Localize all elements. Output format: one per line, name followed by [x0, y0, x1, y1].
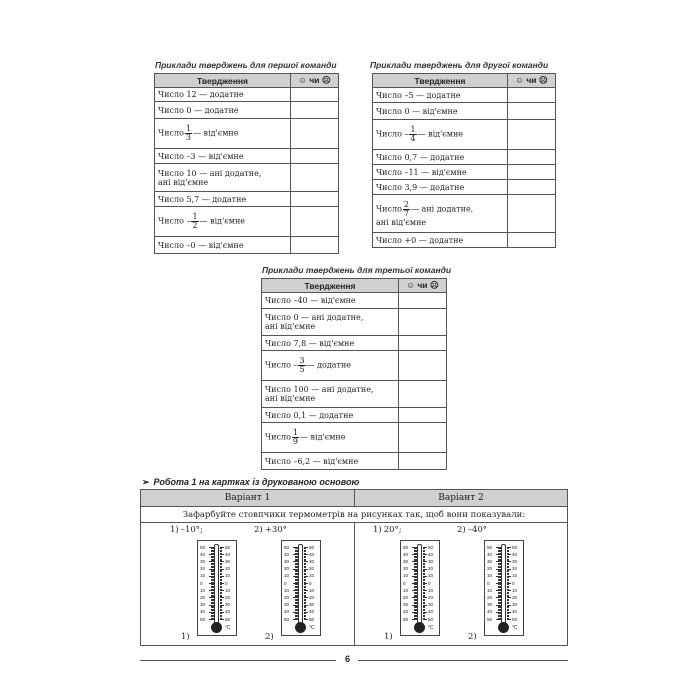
statement-text: Число 3,9 — додатне — [376, 182, 465, 192]
statement-cell — [155, 192, 291, 207]
scale-label-right: 40 — [309, 609, 315, 615]
table-row — [155, 119, 339, 149]
statements-table — [154, 73, 339, 254]
scale-label-right: 50 — [512, 544, 518, 550]
scale-label-left: 40 — [403, 609, 409, 615]
fraction-numerator: 1 — [292, 428, 298, 437]
mark-cell — [508, 180, 556, 195]
thermometer-bulb — [295, 622, 306, 633]
statement-cell — [262, 309, 399, 336]
table-row — [373, 150, 556, 165]
scale-label-left: 10 — [403, 573, 409, 579]
statement-cell — [373, 195, 508, 233]
scale-label-left: 10 — [487, 573, 493, 579]
scale-label-left: 40 — [284, 551, 290, 557]
mark-cell — [508, 103, 556, 120]
table-row — [155, 207, 339, 237]
table-row — [373, 180, 556, 195]
scale-label-left: 20 — [284, 566, 290, 572]
mark-cell — [399, 381, 447, 408]
scale-label-right: 50 — [225, 616, 231, 622]
table-row — [262, 423, 447, 453]
scale-label-right: 40 — [428, 551, 434, 557]
scale-label-left: 20 — [403, 566, 409, 572]
statement-cell — [262, 453, 399, 470]
header-statement: Твердження — [155, 74, 291, 88]
scale-label-right: 40 — [512, 551, 518, 557]
mark-cell — [508, 120, 556, 150]
scale-label-right: 20 — [225, 566, 231, 572]
scale-label-left: 40 — [284, 609, 290, 615]
scale-label-right: 50 — [428, 616, 434, 622]
target-temperature: –10°; — [180, 525, 203, 535]
statement-text: Число –5 — додатне — [376, 90, 461, 100]
scale-label-right: 50 — [428, 544, 434, 550]
scale-label-left: 30 — [200, 558, 206, 564]
scale-label-right: 30 — [309, 558, 315, 564]
table-header-row — [155, 74, 339, 88]
scale-label-left: 40 — [487, 609, 493, 615]
scale-label-right: 30 — [428, 602, 434, 608]
scale-label-right: 40 — [225, 551, 231, 557]
scale-label-right: 20 — [309, 594, 315, 600]
target-temperature: 20°; — [383, 525, 402, 535]
thermometer-answer-label: 2) — [468, 632, 477, 642]
mark-cell — [508, 233, 556, 248]
scale-label-right: 50 — [309, 616, 315, 622]
statement-text: Число — [158, 128, 184, 138]
thermometer — [400, 540, 440, 636]
scale-label-left: 40 — [487, 551, 493, 557]
mark-cell — [399, 453, 447, 470]
table-header-row — [262, 279, 447, 293]
header-statement: Твердження — [262, 279, 399, 293]
statement-text: Число –11 — від'ємне — [376, 167, 467, 177]
table-row — [262, 336, 447, 351]
statement-text-end: — додатне — [306, 360, 352, 370]
target-temperature: +30° — [264, 525, 287, 535]
scale-label-right: 50 — [309, 544, 315, 550]
scale-label-right: 30 — [225, 558, 231, 564]
statement-text: Число – — [265, 360, 298, 370]
scale-label-left: 30 — [403, 558, 409, 564]
mark-cell — [291, 207, 339, 237]
table-row — [373, 120, 556, 150]
mark-cell — [508, 195, 556, 233]
scale-label-right: 0 — [512, 580, 515, 586]
mark-cell — [291, 88, 339, 102]
scale-label-right: 40 — [225, 609, 231, 615]
scale-label-right: 10 — [309, 587, 315, 593]
fraction-denominator: 9 — [292, 437, 298, 446]
thermometer-answer-label: 1) — [384, 632, 393, 642]
scale-label-right: 50 — [512, 616, 518, 622]
unit-label: °C — [309, 625, 315, 631]
scale-tick — [507, 619, 511, 620]
target-temperature: –40° — [467, 525, 488, 535]
scale-tick — [220, 619, 224, 620]
scale-label-right: 30 — [428, 558, 434, 564]
scale-tick — [304, 619, 308, 620]
table-row — [373, 103, 556, 120]
variant-1-header: Варіант 1 — [141, 490, 355, 507]
scale-tick — [209, 619, 214, 620]
statement-text-line2: ані від'ємне — [265, 394, 316, 403]
header-mark: ☺ чи ☹ — [399, 279, 447, 293]
statement-cell — [373, 120, 508, 150]
statement-text: Число 0 — додатне — [158, 105, 239, 115]
scale-label-right: 40 — [428, 609, 434, 615]
statements-table — [261, 278, 447, 470]
task-number: 2) — [457, 525, 466, 535]
scale-label-right: 20 — [225, 594, 231, 600]
mark-cell — [399, 293, 447, 309]
scale-label-right: 20 — [512, 594, 518, 600]
table-row — [155, 149, 339, 164]
mark-cell — [399, 351, 447, 381]
statement-cell — [373, 103, 508, 120]
table-row — [262, 453, 447, 470]
table-row — [262, 293, 447, 309]
statement-cell — [155, 119, 291, 149]
mark-cell — [508, 150, 556, 165]
thermometer — [484, 540, 524, 636]
fraction — [409, 126, 416, 143]
thermometer-task-label — [254, 525, 287, 535]
statement-cell — [373, 88, 508, 103]
scale-label-left: 10 — [200, 587, 206, 593]
fraction-numerator: 2 — [403, 199, 409, 209]
statement-cell — [155, 237, 291, 254]
page-number: 6 — [345, 654, 351, 664]
table-row — [262, 351, 447, 381]
statement-text: Число – — [158, 216, 191, 226]
mark-cell — [291, 164, 339, 192]
mark-cell — [291, 149, 339, 164]
fraction-denominator: 5 — [299, 365, 305, 374]
scale-label-right: 40 — [512, 609, 518, 615]
statement-cell — [373, 180, 508, 195]
header-mark: ☺ чи ☹ — [508, 74, 556, 88]
task-title: Робота 1 на картках із друкованою основою — [153, 477, 360, 487]
scale-label-left: 0 — [200, 580, 203, 586]
scale-label-left: 30 — [403, 602, 409, 608]
scale-label-left: 30 — [284, 558, 290, 564]
statement-text: Число –0 — від'ємне — [158, 240, 244, 250]
scale-label-right: 30 — [512, 602, 518, 608]
statement-cell — [262, 423, 399, 453]
statement-text: Число 0,7 — додатне — [376, 152, 465, 162]
scale-label-right: 40 — [309, 551, 315, 557]
statement-text: Число –40 — від'ємне — [265, 296, 356, 305]
statement-cell — [262, 351, 399, 381]
thermometer-tube — [417, 544, 422, 624]
scale-tick — [412, 619, 417, 620]
fraction-denominator: 7 — [403, 208, 409, 218]
scale-label-left: 40 — [200, 609, 206, 615]
scale-tick — [423, 619, 427, 620]
statement-text: Число 12 — додатне — [158, 90, 244, 99]
scale-label-right: 20 — [428, 566, 434, 572]
scale-tick — [496, 619, 501, 620]
thermometer-task-label — [373, 525, 402, 535]
mark-cell — [508, 165, 556, 180]
thermometer-tube — [298, 544, 303, 624]
table-caption: Приклади тверджень для третьої команди — [262, 265, 452, 275]
statement-text: Число +0 — додатне — [376, 235, 464, 245]
statement-text-end: — від'ємне — [300, 432, 346, 442]
mark-cell — [291, 192, 339, 207]
statement-cell — [155, 88, 291, 102]
fraction-denominator: 3 — [185, 133, 191, 142]
statement-cell — [373, 150, 508, 165]
fraction-numerator: 1 — [410, 125, 416, 134]
fraction-numerator: 1 — [192, 212, 198, 221]
scale-label-right: 20 — [428, 594, 434, 600]
instruction-text: Зафарбуйте стовпчики термометрів на рисунках так, щоб вони показували: — [141, 507, 567, 523]
table-caption: Приклади тверджень для другої команди — [370, 60, 549, 70]
scale-label-left: 30 — [487, 558, 493, 564]
mark-cell — [399, 336, 447, 351]
scale-label-left: 30 — [487, 602, 493, 608]
table-header-row — [373, 74, 556, 88]
scale-label-right: 10 — [225, 573, 231, 579]
statement-text-line2: ані від'ємне — [158, 177, 209, 187]
statement-text: Число — [376, 204, 402, 213]
table-row — [155, 88, 339, 102]
task-number: 2) — [254, 525, 263, 535]
scale-label-left: 20 — [487, 594, 493, 600]
statement-text-end: — від'ємне — [199, 216, 246, 226]
scale-label-right: 30 — [309, 602, 315, 608]
scale-label-left: 50 — [487, 544, 493, 550]
thermometer-bulb — [498, 622, 509, 633]
thermometer — [281, 540, 321, 636]
scale-label-right: 0 — [309, 580, 312, 586]
task-number: 1) — [170, 525, 179, 535]
statement-cell — [155, 164, 291, 192]
scale-label-right: 10 — [428, 573, 434, 579]
statement-text: Число — [265, 432, 291, 442]
arrow-icon: ➢ — [142, 477, 150, 487]
statement-text: Число 10 — ані додатне, — [158, 168, 262, 178]
footer-rule-right — [358, 660, 568, 661]
scale-label-left: 0 — [284, 580, 287, 586]
scale-label-left: 40 — [403, 551, 409, 557]
statement-text: Число 0 — від'ємне — [376, 106, 458, 116]
statement-cell — [262, 336, 399, 351]
thermometer-bulb — [414, 622, 425, 633]
statement-text-end: — ані додатне, — [411, 204, 474, 213]
scale-label-right: 30 — [512, 558, 518, 564]
fraction — [298, 357, 305, 374]
scale-label-right: 10 — [225, 587, 231, 593]
fraction-numerator: 3 — [299, 356, 305, 365]
statement-text-end: — від'ємне — [193, 128, 239, 138]
statement-cell — [373, 165, 508, 180]
mark-cell — [508, 88, 556, 103]
scale-label-left: 50 — [403, 544, 409, 550]
footer-rule-left — [140, 660, 336, 661]
scale-label-left: 50 — [200, 544, 206, 550]
scale-label-left: 10 — [284, 573, 290, 579]
unit-label: °C — [428, 625, 434, 631]
statement-text: Число –3 — від'ємне — [158, 151, 244, 161]
scale-label-left: 10 — [284, 587, 290, 593]
thermometer-tube — [501, 544, 506, 624]
statement-cell — [373, 233, 508, 248]
statements-table — [372, 73, 556, 248]
mark-cell — [291, 237, 339, 254]
task-heading — [142, 477, 359, 488]
thermometer-task-label — [457, 525, 487, 535]
header-mark: ☺ чи ☹ — [291, 74, 339, 88]
scale-label-left: 20 — [284, 594, 290, 600]
statement-text-line2: ані від'ємне — [376, 217, 427, 227]
scale-label-right: 0 — [225, 580, 228, 586]
fraction — [403, 201, 410, 218]
statement-text: Число –6,2 — від'ємне — [265, 456, 359, 466]
fraction-denominator: 2 — [192, 221, 198, 230]
scale-label-left: 50 — [200, 616, 206, 622]
scale-label-left: 20 — [403, 594, 409, 600]
scale-label-left: 50 — [284, 616, 290, 622]
fraction-denominator: 4 — [410, 134, 416, 143]
scale-label-left: 50 — [403, 616, 409, 622]
scale-label-left: 20 — [200, 566, 206, 572]
scale-label-left: 10 — [487, 587, 493, 593]
statement-text: Число – — [376, 129, 409, 139]
scale-label-right: 10 — [512, 587, 518, 593]
statement-text: Число 100 — ані додатне, — [265, 385, 374, 394]
thermometer-tube — [214, 544, 219, 624]
scale-label-left: 0 — [487, 580, 490, 586]
scale-label-right: 20 — [512, 566, 518, 572]
scale-label-right: 20 — [309, 566, 315, 572]
fraction — [191, 213, 198, 230]
variant-2-header: Варіант 2 — [355, 490, 567, 507]
table-row — [373, 195, 556, 233]
mark-cell — [399, 408, 447, 423]
scale-label-left: 30 — [200, 602, 206, 608]
thermometer-task-label — [170, 525, 203, 535]
table-row — [155, 192, 339, 207]
scale-label-left: 10 — [200, 573, 206, 579]
fraction-numerator: 1 — [185, 124, 191, 133]
table-row — [155, 102, 339, 119]
fraction — [292, 429, 299, 446]
statement-text-end: — від'ємне — [417, 129, 464, 139]
scale-label-left: 50 — [284, 544, 290, 550]
unit-label: °C — [225, 625, 231, 631]
mark-cell — [291, 119, 339, 149]
statement-text: Число 5,7 — додатне — [158, 194, 247, 204]
scale-label-left: 0 — [403, 580, 406, 586]
scale-label-left: 10 — [403, 587, 409, 593]
table-row — [155, 164, 339, 192]
mark-cell — [399, 423, 447, 453]
unit-label: °C — [512, 625, 518, 631]
scale-label-right: 0 — [428, 580, 431, 586]
statement-text: Число 0,1 — додатне — [265, 410, 354, 420]
mark-cell — [291, 102, 339, 119]
scale-label-left: 50 — [487, 616, 493, 622]
scale-label-left: 20 — [200, 594, 206, 600]
fraction — [185, 125, 192, 142]
table-row — [373, 165, 556, 180]
statement-cell — [155, 149, 291, 164]
thermometer-bulb — [211, 622, 222, 633]
table-row — [155, 237, 339, 254]
scale-label-left: 40 — [200, 551, 206, 557]
statement-text: Число 0 — ані додатне, — [265, 313, 364, 322]
statement-cell — [155, 207, 291, 237]
header-statement: Твердження — [373, 74, 508, 88]
statement-cell — [262, 408, 399, 423]
scale-label-right: 50 — [225, 544, 231, 550]
statement-cell — [155, 102, 291, 119]
thermometer-answer-label: 1) — [181, 632, 190, 642]
scale-label-left: 30 — [284, 602, 290, 608]
scale-label-right: 10 — [512, 573, 518, 579]
statement-text-line2: ані від'ємне — [265, 322, 316, 331]
scale-label-right: 30 — [225, 602, 231, 608]
scale-label-right: 10 — [428, 587, 434, 593]
scale-label-left: 20 — [487, 566, 493, 572]
table-row — [373, 233, 556, 248]
statement-cell — [262, 381, 399, 408]
table-caption: Приклади тверджень для першої команди — [155, 60, 337, 70]
table-row — [262, 408, 447, 423]
task-number: 1) — [373, 525, 382, 535]
scale-label-right: 10 — [309, 573, 315, 579]
scale-tick — [293, 619, 298, 620]
mark-cell — [399, 309, 447, 336]
table-row — [262, 381, 447, 408]
statement-text: Число 7,8 — від'ємне — [265, 338, 355, 348]
table-row — [262, 309, 447, 336]
thermometer — [197, 540, 237, 636]
table-row — [373, 88, 556, 103]
variant-divider — [354, 523, 355, 645]
thermometer-answer-label: 2) — [265, 632, 274, 642]
statement-cell — [262, 293, 399, 309]
